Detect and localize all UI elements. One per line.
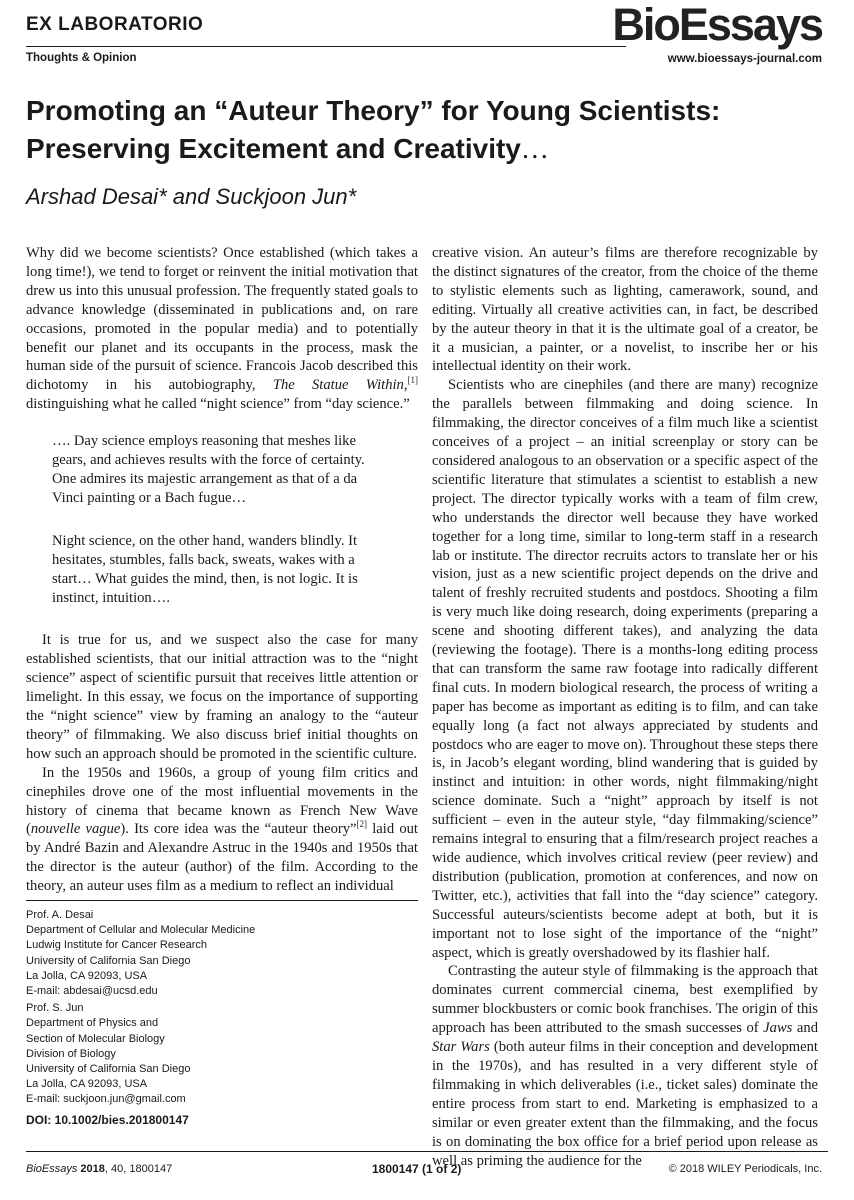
doi-link[interactable]: DOI: 10.1002/bies.201800147 bbox=[26, 1113, 189, 1127]
film-star-wars: Star Wars bbox=[432, 1039, 490, 1056]
email-desai[interactable]: E-mail: abdesai@ucsd.edu bbox=[26, 985, 158, 998]
journal-url-link[interactable]: www.bioessays-journal.com bbox=[667, 53, 822, 65]
paragraph-auteur-theory: In the 1950s and 1960s, a group of young film critics and cinephiles drove one of the most influential movements in the history of cinema that became known as French New Wave (nouvelle vague). Its core idea was the “auteur theory”[2] laid out by André Bazin and Alexandre Astruc in the 1940s and 1950s that the director is the auteur (author) of the film. According to the theory, an auteur uses film as a medium to reflect an individual bbox=[26, 764, 418, 895]
book-title: The Statue Within, bbox=[272, 377, 408, 394]
article-title-text: Promoting an “Auteur Theory” for Young Scientists: Preserving Excitement and Creativity bbox=[26, 95, 721, 164]
header-rule bbox=[26, 46, 626, 47]
affiliation-line: University of California San Diego bbox=[26, 1063, 191, 1076]
paragraph-night-science: It is true for us, and we suspect also the case for many established scientists, that our initial attraction was to the “night science” aspect of scientific pursuit that receives little attention or limelight. In this essay, we focus on the importance of supporting the “night science” view by framing an analogy to the “auteur theory” of filmmaking. We also discuss brief initial thoughts on how such an approach should be promoted in the scientific culture. bbox=[26, 632, 418, 762]
footer-year: 2018 bbox=[80, 1163, 105, 1175]
affiliation-line: Section of Molecular Biology bbox=[26, 1032, 165, 1045]
authors: Arshad Desai* and Suckjoon Jun* bbox=[26, 184, 357, 209]
film-jaws: Jaws bbox=[763, 1020, 793, 1037]
term-nouvelle-vague: nouvelle vague bbox=[30, 821, 121, 838]
footer-volume: , 40, 1800147 bbox=[104, 1163, 173, 1175]
affiliation-jun bbox=[26, 1001, 255, 1107]
reference-1[interactable]: [1] bbox=[407, 375, 418, 386]
affiliation-name: Prof. S. Jun bbox=[26, 1002, 84, 1015]
affiliations-rule bbox=[26, 900, 418, 901]
paragraph-filmmaking-parallels: Scientists who are cinephiles (and there are many) recognize the parallels between filmmaking and doing science. In filmmaking, the director conceives of a film much like a scientist conceives of a project – an initial screenplay or story can be considered analogous to an observation or a specific aspect of the scientific literature that stimulates a scientist to establish a new project. The director typically works with a team of film crew, who understands the director well because they have worked together for a long time, similar to long-term staff in a research lab or institute. The director recruits actors to translate her or his vision, just as a new scientific project depends on the drive and talent of freshly recruited students and postdocs. Shooting a film is very much like doing research, doing experiments (preparing a scene and shooting different takes), and analyzing the data (reviewing the footage). There is a months-long editing process that can transform the same raw footage into radically different final cuts. In modern biological research, the process of writing a paper has become as important as editing is to film, and can take equally long (a fact not always appreciated by students and postdocs who are eager to move on). Throughout these steps there is, in Jacob’s elegant wording, blind wandering that is guided by instinct and intuition: in other words, night filmmaking/night science dominate. Such a “night” approach by itself is not sufficient – even in the auteur style, “day filmmaking/science” remains integral to ensuring that a film/research project reaches a wide audience, which involves critical review (peer review) and distribution (publication, promotion at conferences, and now on Twitter, etc.), activities that fall into the “day science” category. Successful auteurs/scientists become adept at both, but it is important not to lose sight of the importance of the “night” aspect, which is greatly overshadowed by its flashier half. bbox=[432, 377, 818, 961]
right-column bbox=[432, 244, 818, 1170]
reference-2[interactable]: [2] bbox=[356, 819, 368, 830]
paragraph-auteur-continued: creative vision. An auteur’s films are therefore recognizable by the distinct signatures of the creator, from the choice of the theme to stylistic elements such as lighting, camerawork, sound, and editing. Virtually all creative activities can, in fact, be described by the auteur theory in that it is the ultimate goal of a creator, be it a musician, a painter, or a novelist, to inscribe her or his intellectual identity on their work. bbox=[432, 245, 818, 375]
affiliation-name: Prof. A. Desai bbox=[26, 909, 94, 921]
quote-night-science: Night science, on the other hand, wanders blindly. It hesitates, stumbles, falls back, sweats, wakes with a start… What guides the mind, then, is not logic. It is instinct, intuition…. bbox=[52, 532, 358, 606]
section-label: EX LABORATORIO bbox=[26, 14, 204, 35]
footer-page-number: 1800147 (1 of 2) bbox=[372, 1162, 462, 1176]
affiliation-line: Department of Cellular and Molecular Medicine bbox=[26, 924, 256, 937]
footer-citation bbox=[26, 1163, 172, 1175]
affiliation-line: Division of Biology bbox=[26, 1047, 116, 1060]
paragraph-commercial-cinema: Contrasting the auteur style of filmmaking is the approach that dominates current commercial cinema, best exemplified by summer blockbusters or comic book franchises. The origin of this approach has been attributed to the smash successes of Jaws and Star Wars (both auteur films in their conception and development in the 1970s), and has resulted in a very different style of filmmaking in which deliverables (i.e., ticket sales) dominate the entire process from start to end. Marketing is emphasized to a similar or even greater extent than the filmmaking, and the focus is on dominating the box office for a brief period upon release as well as priming the audience for the bbox=[432, 963, 818, 1169]
email-jun[interactable]: E-mail: suckjoon.jun@gmail.com bbox=[26, 1093, 186, 1106]
affiliation-line: University of California San Diego bbox=[26, 954, 191, 967]
footer-rule bbox=[26, 1151, 828, 1152]
affiliation-line: Ludwig Institute for Cancer Research bbox=[26, 939, 207, 952]
paragraph-intro: Why did we become scientists? Once established (which takes a long time!), we tend to forget or reinvent the initial motivation that drew us into this unusual profession. The frequently stated goals to advance knowledge (disseminated in publications and, on rare occasions, promoted in the popular media) and to potentially benefit our planet and its occupants in the process, mask the human side of the pursuit of science. Francois Jacob described this dichotomy in his autobiography, The Statue Within,[1] distinguishing what he called “night science” from “day science.” bbox=[26, 245, 418, 413]
article-type: Thoughts & Opinion bbox=[26, 52, 137, 64]
title-ellipsis: … bbox=[520, 134, 549, 165]
affiliation-line: Department of Physics and bbox=[26, 1017, 159, 1030]
affiliation-desai bbox=[26, 908, 255, 999]
journal-logo[interactable]: BioEssays bbox=[612, 0, 822, 50]
quote-day-science: …. Day science employs reasoning that meshes like gears, and achieves results with the force of certainty. One admires its majestic arrangement as that of a da Vinci painting or a Bach fugue… bbox=[52, 433, 365, 506]
affiliation-line: La Jolla, CA 92093, USA bbox=[26, 969, 148, 982]
footer-copyright: © 2018 WILEY Periodicals, Inc. bbox=[668, 1163, 822, 1175]
footer-journal-name: BioEssays bbox=[26, 1163, 78, 1175]
affiliations bbox=[26, 908, 255, 1108]
article-title bbox=[26, 92, 826, 169]
left-column bbox=[26, 244, 418, 896]
affiliation-line: La Jolla, CA 92093, USA bbox=[26, 1078, 148, 1091]
